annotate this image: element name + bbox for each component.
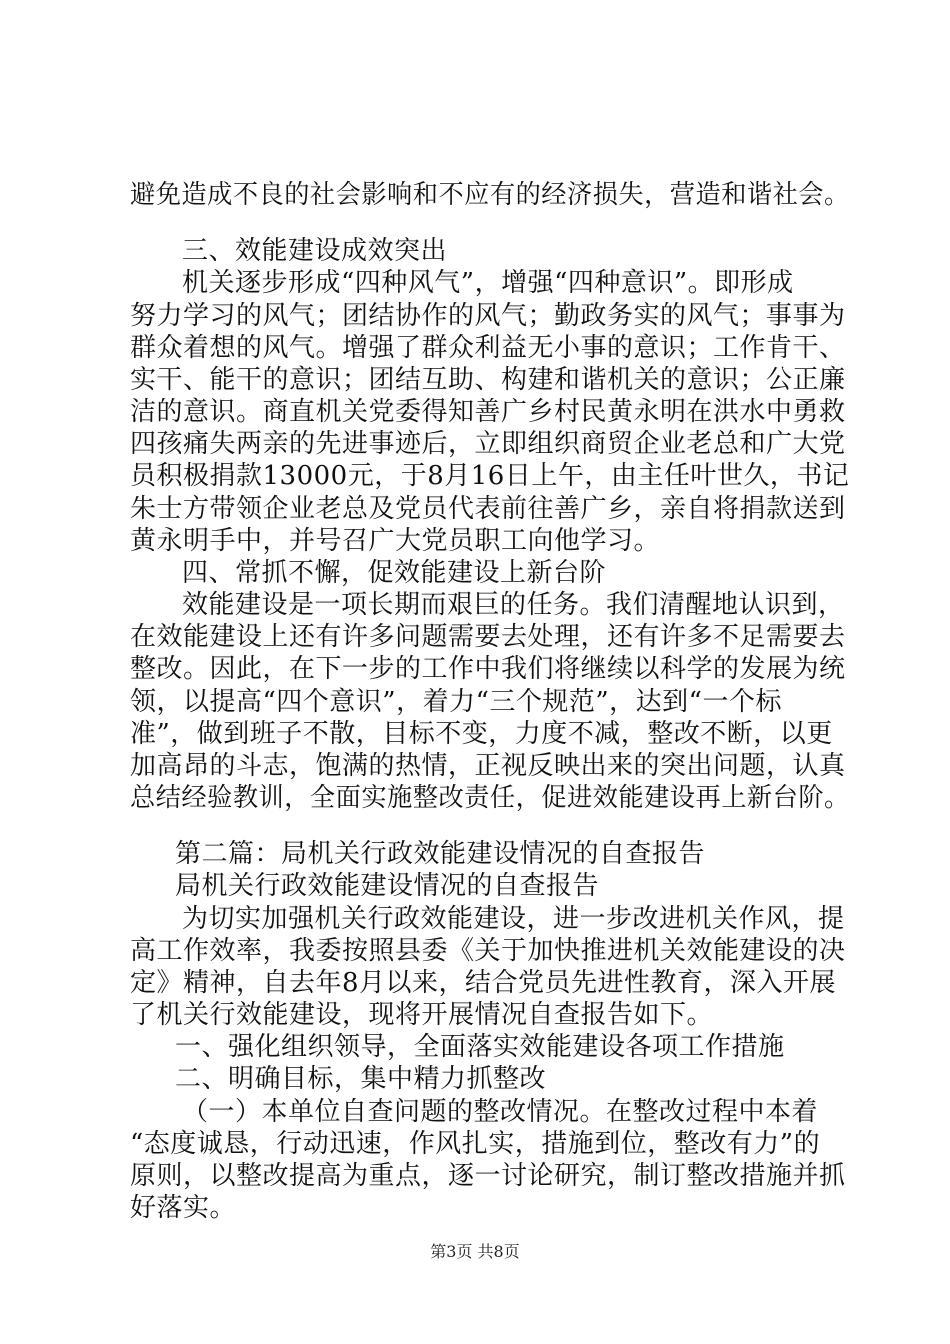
chapter-title: 第二篇：局机关行政效能建设情况的自查报告 <box>175 839 706 869</box>
page-number-footer: 第3页 共8页 <box>430 1242 520 1261</box>
paragraph-line: 四孩痛失两亲的先进事迹后，立即组织商贸企业老总和广大党 <box>130 429 846 459</box>
section-heading: 四、常抓不懈，促效能建设上新台阶 <box>182 558 607 588</box>
paragraph-line: 定》精神，自去年8月以来，结合党员先进性教育，深入开展 <box>130 968 837 998</box>
section-heading: 二、明确目标，集中精力抓整改 <box>175 1064 547 1094</box>
paragraph-line: 机关逐步形成“四种风气”，增强“四种意识”。即形成 <box>182 268 794 298</box>
paragraph-line: 高工作效率，我委按照县委《关于加快推进机关效能建设的决 <box>130 936 846 966</box>
paragraph-line: 实干、能干的意识；团结互助、构建和谐机关的意识；公正廉 <box>130 365 846 395</box>
section-heading: 三、效能建设成效突出 <box>182 236 448 266</box>
paragraph-line: 总结经验教训，全面实施整改责任，促进效能建设再上新台阶。 <box>130 783 850 813</box>
paragraph-line: 准”，做到班子不散，目标不变，力度不减，整改不断，以更 <box>130 719 833 749</box>
paragraph-line: （一）本单位自查问题的整改情况。在整改过程中本着 <box>182 1097 819 1127</box>
paragraph-line: 整改。因此，在下一步的工作中我们将继续以科学的发展为统 <box>130 654 846 684</box>
paragraph-line: 效能建设是一项长期而艰巨的任务。我们清醒地认识到， <box>182 590 845 620</box>
paragraph-line: 群众着想的风气。增强了群众利益无小事的意识；工作肯干、 <box>130 333 846 363</box>
paragraph-line: 避免造成不良的社会影响和不应有的经济损失，营造和谐社会。 <box>130 180 850 210</box>
paragraph-line: 为切实加强机关行政效能建设，进一步改进机关作风，提 <box>182 904 845 934</box>
paragraph-line: 领，以提高“四个意识”，着力“三个规范”，达到“一个标 <box>130 687 782 717</box>
paragraph-line: 好落实。 <box>130 1193 237 1223</box>
paragraph-line: 黄永明手中，并号召广大党员职工向他学习。 <box>130 526 661 556</box>
paragraph-line: 员积极捐款13000元，于8月16日上午，由主任叶世久，书记 <box>130 461 850 491</box>
paragraph-line: 了机关行效能建设，现将开展情况自查报告如下。 <box>130 1000 714 1030</box>
paragraph-line: 加高昂的斗志，饱满的热情，正视反映出来的突出问题，认真 <box>130 751 846 781</box>
paragraph-line: 洁的意识。商直机关党委得知善广乡村民黄永明在洪水中勇救 <box>130 397 846 427</box>
paragraph-line: 朱士方带领企业老总及党员代表前往善广乡，亲自将捐款送到 <box>130 494 846 524</box>
paragraph-line: 努力学习的风气；团结协作的风气；勤政务实的风气；事事为 <box>130 301 846 331</box>
report-title: 局机关行政效能建设情况的自查报告 <box>175 871 600 901</box>
paragraph-line: 原则，以整改提高为重点，逐一讨论研究，制订整改措施并抓 <box>130 1161 846 1191</box>
paragraph-line: “态度诚恳，行动迅速，作风扎实，措施到位，整改有力”的 <box>130 1129 821 1159</box>
paragraph-line: 在效能建设上还有许多问题需要去处理，还有许多不足需要去 <box>130 622 846 652</box>
section-heading: 一、强化组织领导，全面落实效能建设各项工作措施 <box>175 1032 785 1062</box>
